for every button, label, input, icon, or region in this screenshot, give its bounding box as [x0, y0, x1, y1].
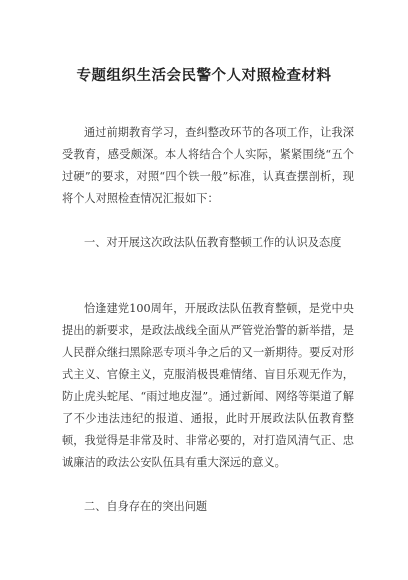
section-1-paragraph: 恰逢建党100周年，开展政法队伍教育整顿，是党中央提出的新要求，是政法战线全面从严管党治警的新举措，是人民群众继扫黑除恶专项斗争之后的又一新期待。要反对形式主义、官僚主义，克服消极畏难情绪、盲目乐观无作为，防止虎头蛇尾、“雨过地皮湿”。通过新闻、网络等渠道了解了不少违法违纪的报道、通报，此时开展政法队伍教育整顿，我觉得是非常及时、非常必要的，对打造风清气正、忠诚廉洁的政法公安队伍具有重大深远的意义。 — [62, 302, 354, 469]
document-title: 专题组织生活会民警个人对照检查材料 — [76, 68, 332, 84]
section-heading-2: 二、自身存在的突出问题 — [84, 500, 208, 513]
section-heading-1: 一、对开展这次政法队伍教育整顿工作的认识及态度 — [84, 236, 342, 249]
intro-paragraph: 通过前期教育学习，查纠整改环节的各项工作，让我深受教育，感受颇深。本人将结合个人实际，紧紧围绕“五个过硬”的要求，对照“四个铁一般”标准，认真查摆剖析，现将个人对照检查情况汇报如下： — [62, 126, 354, 205]
